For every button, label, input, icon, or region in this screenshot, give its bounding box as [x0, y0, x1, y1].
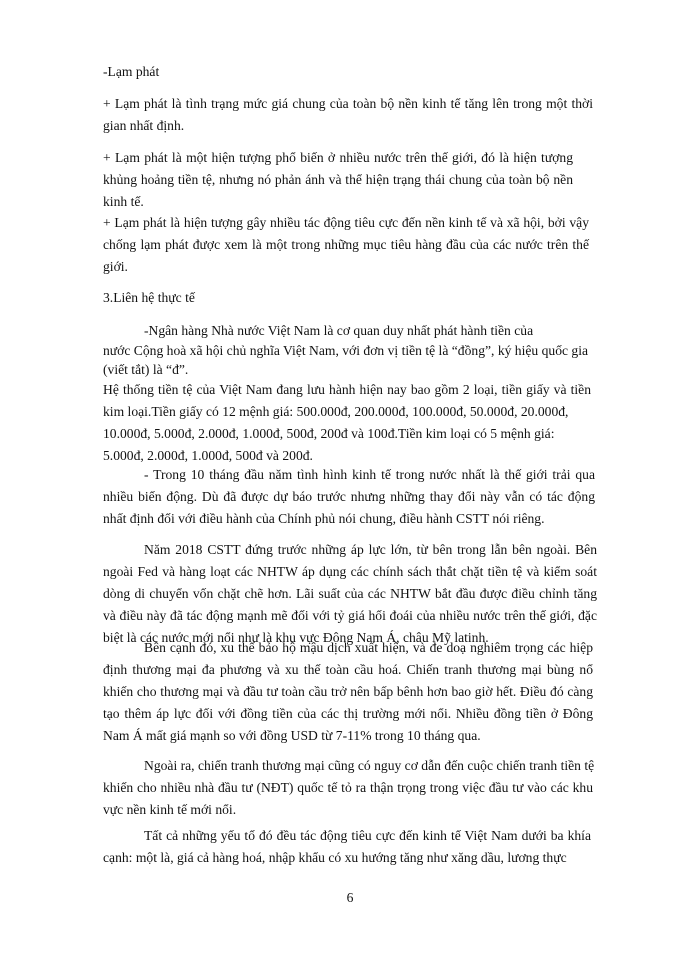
text-line: định thương mại đa phương và xu thế toàn cầu hoá. Chiến tranh thương mại bùng nổ	[103, 662, 593, 677]
text-line: + Lạm phát là một hiện tượng phổ biến ở nhiều nước trên thế giới, đó là hiện tượng	[103, 150, 573, 165]
paragraph-bao-ho-mau-dich	[103, 637, 593, 747]
text-line: -Ngân hàng Nhà nước Việt Nam là cơ quan duy nhất phát hành tiền của	[144, 323, 534, 338]
text-line: nước Cộng hoà xã hội chủ nghĩa Việt Nam, với đơn vị tiền tệ là “đồng”, ký hiệu quốc gia	[103, 343, 589, 358]
paragraph-lam-phat-definition	[103, 93, 593, 137]
text-line: + Lạm phát là tình trạng mức giá chung của toàn bộ nền kinh tế tăng lên trong một thời	[103, 96, 593, 111]
text-line: Năm 2018 CSTT đứng trước những áp lực lớn, từ bên trong lẫn bên ngoài. Bên	[144, 542, 597, 557]
text-line: 10.000đ, 5.000đ, 2.000đ, 1.000đ, 500đ, 200đ và 100đ.Tiền kim loại có 5 mệnh giá:	[103, 426, 555, 441]
page-number: 6	[346, 890, 354, 905]
paragraph-lam-phat-phenomenon	[103, 147, 573, 213]
text-line: biệt là các nước mới nổi như là khu vực Đông Nam Á, châu Mỹ latinh.	[103, 630, 489, 645]
section-heading-lien-he-thuc-te: 3.Liên hệ thực tế	[103, 290, 195, 305]
text-line: giới.	[103, 259, 128, 274]
paragraph-ngoai-ra	[103, 755, 593, 821]
text-line: dòng di chuyển vốn chặt chẽ hơn. Lãi suất của các NHTW bắt đầu được điều chỉnh tăng	[103, 586, 597, 601]
paragraph-ngan-hang-nha-nuoc	[103, 320, 591, 467]
text-line: khủng hoảng tiền tệ, nhưng nó phản ánh và thể hiện trạng thái chung của toàn bộ nền	[103, 172, 573, 187]
text-line: Bên cạnh đó, xu thế bảo hộ mậu dịch xuất hiện, và đe doạ nghiêm trọng các hiệp	[144, 640, 593, 655]
text-line: Tất cả những yếu tố đó đều tác động tiêu cực đến kinh tế Việt Nam dưới ba khía	[144, 828, 591, 843]
text-line: và điều này đã tác động mạnh mẽ đối với tỷ giá hối đoái của nhiều nước trên thế giới, đặc	[103, 608, 597, 623]
text-line: Ngoài ra, chiến tranh thương mại cũng có nguy cơ dẫn đến cuộc chiến tranh tiền tệ	[144, 758, 595, 773]
text-line: ngoài Fed và hàng loạt các NHTW áp dụng các chính sách thắt chặt tiền tệ và kiểm soát	[103, 564, 597, 579]
text-line: Nam Á mất giá mạnh so với đồng USD từ 7-11% trong 10 tháng qua.	[103, 728, 481, 743]
text-line: nhiều biến động. Dù đã được dự báo trước nhưng những thay đổi này vẫn có tác động	[103, 489, 595, 504]
text-line: + Lạm phát là hiện tượng gây nhiều tác động tiêu cực đến nền kinh tế và xã hội, bởi vậy	[103, 215, 589, 230]
paragraph-nam-2018	[103, 539, 597, 649]
text-line: kim loại.Tiền giấy có 12 mệnh giá: 500.000đ, 200.000đ, 100.000đ, 50.000đ, 20.000đ,	[103, 404, 569, 419]
text-line: 5.000đ, 2.000đ, 1.000đ, 500đ và 200đ.	[103, 448, 313, 463]
text-line: gian nhất định.	[103, 118, 185, 133]
text-line: kinh tế.	[103, 194, 144, 209]
text-line: (viết tắt) là “đ”.	[103, 362, 189, 377]
text-line: chống lạm phát được xem là một trong những mục tiêu hàng đầu của các nước trên thế	[103, 237, 589, 252]
paragraph-trong-10-thang	[103, 464, 595, 530]
text-line: Hệ thống tiền tệ của Việt Nam đang lưu hành hiện nay bao gồm 2 loại, tiền giấy và tiền	[103, 382, 591, 397]
text-line: khiến cho thương mại và đầu tư toàn cầu trở nên bấp bênh hơn bao giờ hết. Điều đó càng	[103, 684, 593, 699]
text-line: - Trong 10 tháng đầu năm tình hình kinh tế trong nước nhất là thế giới trải qua	[144, 467, 595, 482]
text-line: nhất định đối với điều hành của Chính phủ nói chung, điều hành CSTT nói riêng.	[103, 511, 545, 526]
paragraph-tat-ca-yeu-to	[103, 825, 591, 869]
paragraph-lam-phat-impact	[103, 212, 589, 278]
text-line: cạnh: một là, giá cả hàng hoá, nhập khẩu có xu hướng tăng như xăng dầu, lương thực	[103, 850, 567, 865]
text-line: khiến cho nhiều nhà đầu tư (NĐT) quốc tế tỏ ra thận trọng trong việc đầu tư vào các khu	[103, 780, 593, 795]
text-line: vực nền kinh tế mới nổi.	[103, 802, 237, 817]
heading-lam-phat: -Lạm phát	[103, 64, 160, 79]
text-line: tạo thêm áp lực đối với đồng tiền của các thị trường mới nổi. Nhiều đồng tiền ở Đông	[103, 706, 593, 721]
